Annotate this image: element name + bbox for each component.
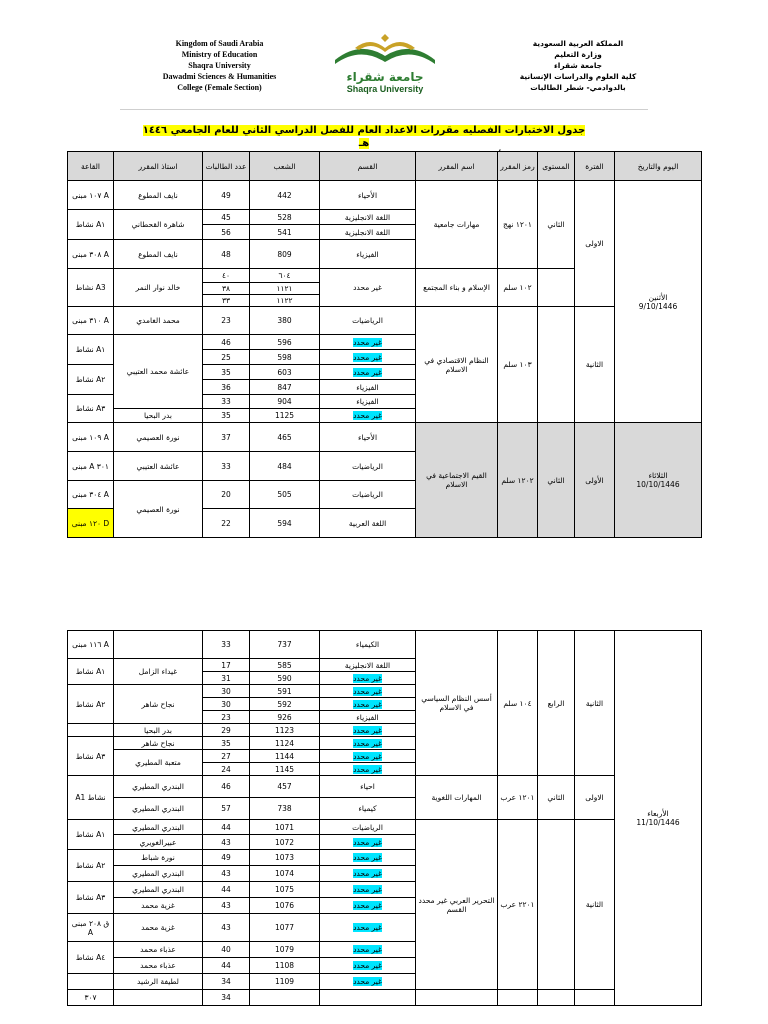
- room-cell: ٣٠٨ مبنى A: [68, 240, 114, 269]
- dept-cell: غير محدد: [320, 866, 416, 882]
- instructor-cell: البندري المطيري: [114, 866, 203, 882]
- dept-cell: الأحياء: [320, 181, 416, 210]
- dept-cell: الرياضيات: [320, 820, 416, 835]
- course-name-cell: التحرير العربي غير محدد القسم: [416, 820, 498, 990]
- section-cell: 457: [250, 776, 320, 798]
- period-cell: الثانية: [575, 307, 615, 423]
- dept-cell: [320, 990, 416, 1006]
- section-cell: 1125: [250, 409, 320, 423]
- room-cell: مبنى A ٣٠١: [68, 452, 114, 481]
- room-cell: نشاط A١: [68, 210, 114, 240]
- day-label: الأربعاء: [647, 809, 669, 818]
- dept-cell: غير محدد: [320, 898, 416, 914]
- dept-cell: غير محدد: [320, 350, 416, 365]
- dept-cell: غير محدد: [320, 942, 416, 958]
- section-cell: 1073: [250, 850, 320, 866]
- period-cell: الاولى: [575, 181, 615, 307]
- section-cell: 1077: [250, 914, 320, 942]
- course-name-cell: المهارات اللغوية: [416, 776, 498, 820]
- instructor-cell: نورة العصيمي: [114, 481, 203, 538]
- day-label: الثلاثاء: [648, 471, 668, 480]
- course-code-cell: ١٢٠١ عرب: [498, 776, 538, 820]
- course-name-cell: [416, 990, 498, 1006]
- instructor-cell: محمد الغامدي: [114, 307, 203, 335]
- header-ar-line: وزارة التعليم: [554, 50, 602, 59]
- section-cell: 1108: [250, 958, 320, 974]
- header-arabic-block: [498, 38, 658, 93]
- course-code-cell: [498, 990, 538, 1006]
- section-cell: 541: [250, 225, 320, 240]
- section-cell: 598: [250, 350, 320, 365]
- section-cell: 590: [250, 672, 320, 685]
- room-cell: ١٢٠ مبنى D: [68, 509, 114, 538]
- instructor-cell: نورة العصيمي: [114, 423, 203, 452]
- count-cell: 48: [203, 240, 250, 269]
- header-ar-line: جامعة شقراء: [553, 61, 603, 70]
- page-header: [120, 32, 648, 107]
- count-cell: 20: [203, 481, 250, 509]
- course-name-cell: القيم الاجتماعية في الاسلام: [416, 423, 498, 538]
- room-cell: ١٠٩ مبنى A: [68, 423, 114, 452]
- dept-cell: الكيمياء: [320, 631, 416, 659]
- col-header-course-code: رمز المقرر: [498, 152, 538, 181]
- room-cell: نشاط A٣: [68, 882, 114, 914]
- room-cell: ١٠٧ مبنى A: [68, 181, 114, 210]
- count-cell: 31: [203, 672, 250, 685]
- count-cell: 30: [203, 685, 250, 698]
- col-header-room: القاعة: [68, 152, 114, 181]
- count-cell: 35: [203, 409, 250, 423]
- header-en-line: Dawadmi Sciences & Humanities: [162, 72, 277, 81]
- book-emblem-icon: [325, 34, 445, 70]
- count-cell: 17: [203, 659, 250, 672]
- course-code-cell: ١٠٢ سلم: [498, 269, 538, 307]
- day-date-cell-monday: [615, 181, 702, 423]
- level-cell: الثاني: [538, 181, 575, 269]
- count-cell: 34: [203, 974, 250, 990]
- day-date-cell-tuesday: [615, 423, 702, 538]
- instructor-cell: عذباء محمد: [114, 958, 203, 974]
- count-cell: 45: [203, 210, 250, 225]
- instructor-cell: البندري المطيري: [114, 798, 203, 820]
- level-cell: [538, 269, 575, 307]
- instructor-cell: عبيرالغويري: [114, 835, 203, 850]
- dept-cell: غير محدد: [320, 409, 416, 423]
- room-cell: نشاط A٣: [68, 737, 114, 776]
- room-cell: A1 نشاط: [68, 776, 114, 820]
- instructor-cell: خالد نوار النمر: [114, 269, 203, 307]
- header-english-block: [132, 38, 307, 93]
- count-cell: 43: [203, 898, 250, 914]
- count-cell: 30: [203, 698, 250, 711]
- count-cell: 43: [203, 914, 250, 942]
- table-row: [68, 990, 702, 1006]
- section-cell: ١١٢٢: [250, 295, 320, 307]
- dept-cell: غير محدد: [320, 835, 416, 850]
- dept-cell: غير محدد: [320, 974, 416, 990]
- count-cell: 33: [203, 452, 250, 481]
- period-cell: الأولى: [575, 423, 615, 538]
- count-cell: 33: [203, 631, 250, 659]
- period-cell: الثانية: [575, 631, 615, 776]
- section-cell: 380: [250, 307, 320, 335]
- section-cell: 1079: [250, 942, 320, 958]
- header-en-line: Kingdom of Saudi Arabia: [175, 39, 264, 48]
- section-cell: 737: [250, 631, 320, 659]
- count-cell: 49: [203, 850, 250, 866]
- title-line-1: جدول الاختبارات الفصليه مقررات الاعداد العام للفصل الدراسي الثاني للعام الجامعي ١٤٤٦ هـ: [142, 125, 586, 149]
- room-cell: نشاط A٢: [68, 685, 114, 724]
- instructor-cell: نايف المطوع: [114, 181, 203, 210]
- dept-cell: الفيزياء: [320, 711, 416, 724]
- dept-cell: غير محدد: [320, 685, 416, 698]
- room-cell: نشاط A٤: [68, 942, 114, 974]
- header-en-line: Ministry of Education: [181, 50, 258, 59]
- count-cell: 49: [203, 181, 250, 210]
- instructor-cell: البندري المطيري: [114, 820, 203, 835]
- section-cell: 1109: [250, 974, 320, 990]
- date-label: 11/10/1446: [636, 818, 680, 827]
- dept-cell: كيمياء: [320, 798, 416, 820]
- section-cell: ٦٠٤: [250, 269, 320, 283]
- count-cell: 43: [203, 835, 250, 850]
- course-name-cell: أسس النظام السياسي في الاسلام: [416, 631, 498, 776]
- count-cell: 22: [203, 509, 250, 538]
- col-header-section: الشعب: [250, 152, 320, 181]
- count-cell: 43: [203, 866, 250, 882]
- section-cell: 738: [250, 798, 320, 820]
- col-header-count: عدد الطالبات: [203, 152, 250, 181]
- instructor-cell: نورة شباط: [114, 850, 203, 866]
- instructor-cell: غيداء الزامل: [114, 659, 203, 685]
- section-cell: 596: [250, 335, 320, 350]
- dept-cell: غير محدد: [320, 698, 416, 711]
- course-code-cell: ٢٢٠١ عرب: [498, 820, 538, 990]
- count-cell: 46: [203, 776, 250, 798]
- dept-cell: غير محدد: [320, 882, 416, 898]
- room-cell: نشاط A٢: [68, 850, 114, 882]
- level-cell: الرابع: [538, 631, 575, 776]
- course-code-cell: ١٢٠١ نهج: [498, 181, 538, 269]
- room-cell: نشاط A3: [68, 269, 114, 307]
- section-cell: 847: [250, 380, 320, 395]
- instructor-cell: عذباء محمد: [114, 942, 203, 958]
- table-row: [68, 423, 702, 452]
- level-cell: [538, 307, 575, 423]
- dept-cell: الرياضيات: [320, 481, 416, 509]
- col-header-period: الفترة: [575, 152, 615, 181]
- dept-cell: الرياضيات: [320, 307, 416, 335]
- logo-english-text: Shaqra University: [346, 84, 424, 94]
- dept-cell: الأحياء: [320, 423, 416, 452]
- count-cell: 27: [203, 750, 250, 763]
- section-cell: 1076: [250, 898, 320, 914]
- count-cell: 35: [203, 365, 250, 380]
- day-date-cell-wednesday: [615, 631, 702, 1006]
- dept-cell: غير محدد: [320, 750, 416, 763]
- section-cell: [250, 990, 320, 1006]
- instructor-cell: عائشة العتيبي: [114, 452, 203, 481]
- col-header-day-date: اليوم والتاريخ: [615, 152, 702, 181]
- dept-cell: اللغة العربية: [320, 509, 416, 538]
- dept-cell: الفيزياء: [320, 395, 416, 409]
- room-cell: ٣١٠ مبنى A: [68, 307, 114, 335]
- room-cell: [68, 974, 114, 990]
- dept-cell: غير محدد: [320, 737, 416, 750]
- instructor-cell: غزية محمد: [114, 914, 203, 942]
- course-code-cell: ١٠٣ سلم: [498, 307, 538, 423]
- instructor-cell: نجاح شاهر: [114, 737, 203, 750]
- count-cell: 34: [203, 990, 250, 1006]
- room-cell: نشاط A١: [68, 659, 114, 685]
- room-cell: نشاط A١: [68, 820, 114, 850]
- instructor-cell: متعبة المطيري: [114, 750, 203, 776]
- section-cell: 1124: [250, 737, 320, 750]
- col-header-instructor: استاذ المقرر: [114, 152, 203, 181]
- room-cell: ق ٢٠٨ مبنى A: [68, 914, 114, 942]
- dept-cell: غير محدد: [320, 763, 416, 776]
- room-cell: ٣٠٧: [68, 990, 114, 1006]
- section-cell: 528: [250, 210, 320, 225]
- level-cell: الثاني: [538, 776, 575, 820]
- count-cell: 23: [203, 307, 250, 335]
- count-cell: 24: [203, 763, 250, 776]
- header-ar-line: بالدوادمي- شطر الطالبات: [530, 83, 626, 92]
- instructor-cell: لطيفة الرشيد: [114, 974, 203, 990]
- course-name-cell: النظام الاقتصادي في الاسلام: [416, 307, 498, 423]
- count-cell: 36: [203, 380, 250, 395]
- section-cell: 465: [250, 423, 320, 452]
- instructor-cell: بدر البحيا: [114, 724, 203, 737]
- dept-cell: اللغة الانجليزية: [320, 225, 416, 240]
- count-cell: 46: [203, 335, 250, 350]
- header-ar-line: المملكة العربية السعودية: [532, 39, 624, 48]
- count-cell: 25: [203, 350, 250, 365]
- dept-cell: اللغة الانجليزية: [320, 659, 416, 672]
- course-name-cell: مهارات جامعية: [416, 181, 498, 269]
- table-row: [68, 776, 702, 798]
- section-cell: 926: [250, 711, 320, 724]
- dept-cell: غير محدد: [320, 914, 416, 942]
- date-label: 10/10/1446: [636, 480, 680, 489]
- dept-cell: غير محدد: [320, 672, 416, 685]
- instructor-cell: بدر البحيا: [114, 409, 203, 423]
- section-cell: ١١٢١: [250, 283, 320, 295]
- instructor-cell: البندري المطيري: [114, 776, 203, 798]
- count-cell: ٣٨: [203, 283, 250, 295]
- count-cell: 56: [203, 225, 250, 240]
- instructor-cell: البندري المطيري: [114, 882, 203, 898]
- dept-cell: الفيزياء: [320, 240, 416, 269]
- dept-cell: اللغة الانجليزية: [320, 210, 416, 225]
- section-cell: 1072: [250, 835, 320, 850]
- exam-schedule-table-2: [67, 630, 702, 1006]
- instructor-cell: نايف المطوع: [114, 240, 203, 269]
- section-cell: 809: [250, 240, 320, 269]
- dept-cell: الفيزياء: [320, 380, 416, 395]
- room-cell: ٣٠٤ مبنى A: [68, 481, 114, 509]
- section-cell: 442: [250, 181, 320, 210]
- dept-cell: غير محدد: [320, 365, 416, 380]
- room-cell: نشاط A٢: [68, 365, 114, 395]
- logo-arabic-text: جامعة شقراء: [346, 70, 424, 84]
- table-row: [68, 181, 702, 210]
- count-cell: 35: [203, 737, 250, 750]
- room-cell: ١١٦ مبنى A: [68, 631, 114, 659]
- course-name-cell: الإسلام و بناء المجتمع: [416, 269, 498, 307]
- university-logo: [315, 34, 455, 96]
- table-row: [68, 307, 702, 335]
- header-ar-line: كلية العلوم والدراسات الإنسانية: [519, 72, 637, 81]
- room-cell: نشاط A٣: [68, 395, 114, 423]
- exam-schedule-table-1: [67, 151, 702, 538]
- count-cell: 40: [203, 942, 250, 958]
- instructor-cell: غزية محمد: [114, 898, 203, 914]
- header-en-line: College (Female Section): [177, 83, 262, 92]
- date-label: 9/10/1446: [638, 301, 678, 311]
- count-cell: 33: [203, 395, 250, 409]
- day-label: الأثنين: [648, 292, 668, 302]
- period-cell: [575, 990, 615, 1006]
- table-row: [68, 631, 702, 659]
- instructor-cell: نجاح شاهر: [114, 685, 203, 724]
- count-cell: 37: [203, 423, 250, 452]
- header-divider: [120, 109, 648, 110]
- room-cell: نشاط A١: [68, 335, 114, 365]
- count-cell: 44: [203, 882, 250, 898]
- section-cell: 904: [250, 395, 320, 409]
- count-cell: 57: [203, 798, 250, 820]
- instructor-cell: [114, 990, 203, 1006]
- col-header-course-name: اسم المقرر: [416, 152, 498, 181]
- header-en-line: Shaqra University: [188, 61, 251, 70]
- count-cell: 23: [203, 711, 250, 724]
- count-cell: ٤٠: [203, 269, 250, 283]
- level-cell: [538, 990, 575, 1006]
- section-cell: 603: [250, 365, 320, 380]
- col-header-dept: القسم: [320, 152, 416, 181]
- count-cell: 29: [203, 724, 250, 737]
- table-header-row: [68, 152, 702, 181]
- col-header-level: المستوى: [538, 152, 575, 181]
- section-cell: 1145: [250, 763, 320, 776]
- table-row: [68, 820, 702, 835]
- count-cell: 44: [203, 958, 250, 974]
- course-code-cell: ١٠٤ سلم: [498, 631, 538, 776]
- level-cell: [538, 820, 575, 990]
- instructor-cell: عائشة محمد العتيبي: [114, 335, 203, 409]
- section-cell: 1071: [250, 820, 320, 835]
- instructor-cell: [114, 631, 203, 659]
- period-cell: الثانية: [575, 820, 615, 990]
- level-cell: الثاني: [538, 423, 575, 538]
- count-cell: 44: [203, 820, 250, 835]
- section-cell: 484: [250, 452, 320, 481]
- section-cell: 591: [250, 685, 320, 698]
- dept-cell: غير محدد: [320, 269, 416, 307]
- period-cell: الاولى: [575, 776, 615, 820]
- section-cell: 1074: [250, 866, 320, 882]
- dept-cell: غير محدد: [320, 335, 416, 350]
- dept-cell: غير محدد: [320, 850, 416, 866]
- dept-cell: احياء: [320, 776, 416, 798]
- section-cell: 1144: [250, 750, 320, 763]
- section-cell: 1075: [250, 882, 320, 898]
- course-code-cell: ١٢٠٢ سلم: [498, 423, 538, 538]
- dept-cell: الرياضيات: [320, 452, 416, 481]
- section-cell: 505: [250, 481, 320, 509]
- section-cell: 594: [250, 509, 320, 538]
- section-cell: 1123: [250, 724, 320, 737]
- count-cell: ٣٣: [203, 295, 250, 307]
- room-cell: [68, 724, 114, 737]
- section-cell: 592: [250, 698, 320, 711]
- instructor-cell: شاهرة القحطاني: [114, 210, 203, 240]
- section-cell: 585: [250, 659, 320, 672]
- dept-cell: غير محدد: [320, 724, 416, 737]
- dept-cell: غير محدد: [320, 958, 416, 974]
